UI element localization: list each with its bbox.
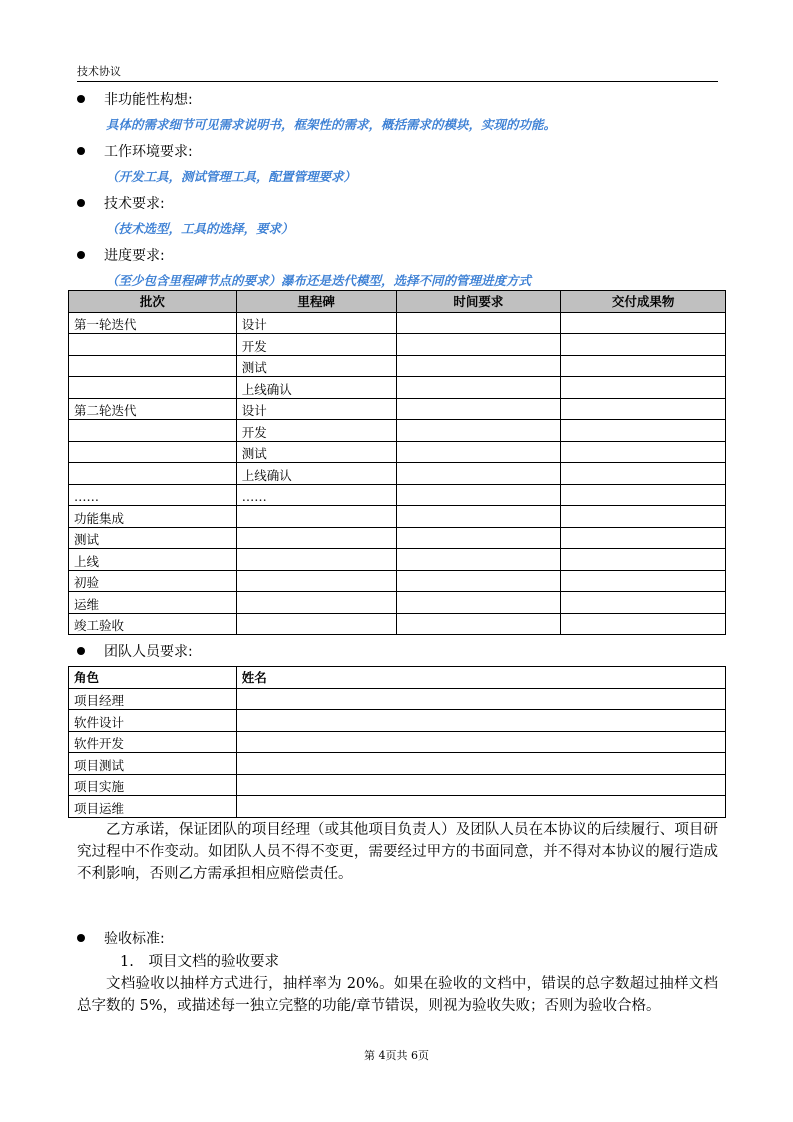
- acceptance-item-title: [120, 951, 680, 973]
- table-cell: [561, 312, 726, 334]
- table-cell: [396, 334, 561, 356]
- table-cell: [561, 549, 726, 571]
- page-header: [77, 65, 718, 82]
- table-row: [69, 570, 726, 592]
- table-cell: [561, 484, 726, 506]
- table-cell: 软件设计: [69, 710, 237, 732]
- section-label: 进度要求:: [104, 248, 165, 264]
- table-cell: [236, 613, 396, 635]
- table-cell: [561, 613, 726, 635]
- table-header-row: [69, 291, 726, 313]
- table-cell: 测试: [69, 527, 237, 549]
- table-row: [69, 334, 726, 356]
- schedule-table: [68, 290, 726, 635]
- section-nonfunctional: [77, 89, 193, 109]
- table-cell: [236, 506, 396, 528]
- table-cell: 项目经理: [69, 688, 237, 710]
- table-cell: ……: [236, 484, 396, 506]
- team-table: [68, 666, 726, 818]
- table-cell: [236, 731, 725, 753]
- table-cell: [396, 549, 561, 571]
- table-row: [69, 506, 726, 528]
- table-cell: 竣工验收: [69, 613, 237, 635]
- table-cell: 运维: [69, 592, 237, 614]
- table-row: [69, 688, 726, 710]
- commitment-paragraph: 乙方承诺，保证团队的项目经理（或其他项目负责人）及团队人员在本协议的后续履行、项目研究过程中不作变动。如团队人员不得不变更，需要经过甲方的书面同意，并不得对本协议的履行造成不利影响，否则乙方需承担相应赔偿责任。: [77, 822, 718, 882]
- table-cell: [396, 592, 561, 614]
- table-row: [69, 731, 726, 753]
- table-cell: [236, 753, 725, 775]
- section-schedule: [77, 245, 165, 265]
- bullet-icon: [77, 251, 85, 259]
- section-note: （技术选型，工具的选择，要求）: [106, 221, 294, 236]
- table-cell: 项目测试: [69, 753, 237, 775]
- table-cell: [396, 355, 561, 377]
- table-cell: 测试: [236, 355, 396, 377]
- table-cell: 上线确认: [236, 377, 396, 399]
- table-cell: [69, 355, 237, 377]
- table-cell: [236, 710, 725, 732]
- section-acceptance: [77, 928, 165, 948]
- table-cell: [236, 688, 725, 710]
- table-cell: 软件开发: [69, 731, 237, 753]
- table-cell: [236, 592, 396, 614]
- table-cell: [69, 377, 237, 399]
- table-row: [69, 463, 726, 485]
- table-cell: [236, 570, 396, 592]
- table-row: [69, 592, 726, 614]
- table-cell: [561, 463, 726, 485]
- table-cell: [396, 527, 561, 549]
- table-row: [69, 796, 726, 818]
- section-label: 技术要求:: [104, 196, 165, 212]
- table-cell: [236, 527, 396, 549]
- section-technical: [77, 193, 165, 213]
- bullet-icon: [77, 647, 85, 655]
- item-number: 1.: [120, 954, 134, 970]
- table-cell: 上线: [69, 549, 237, 571]
- table-cell: 第二轮迭代: [69, 398, 237, 420]
- table-cell: [396, 463, 561, 485]
- table-cell: [561, 398, 726, 420]
- table-row: [69, 710, 726, 732]
- section-label: 验收标准:: [104, 931, 165, 947]
- table-row: [69, 398, 726, 420]
- table-row: [69, 753, 726, 775]
- section-note: （至少包含里程碑节点的要求）瀑布还是迭代模型，选择不同的管理进度方式: [106, 273, 532, 288]
- table-cell: [561, 592, 726, 614]
- table-cell: [236, 796, 725, 818]
- table-cell: [561, 377, 726, 399]
- bullet-icon: [77, 934, 85, 942]
- table-cell: 初验: [69, 570, 237, 592]
- item-title: 项目文档的验收要求: [148, 954, 279, 970]
- column-header: 交付成果物: [561, 291, 726, 313]
- table-cell: [396, 312, 561, 334]
- table-cell: 功能集成: [69, 506, 237, 528]
- acceptance-item-body: 文档验收以抽样方式进行，抽样率为 20%。如果在验收的文档中，错误的总字数超过抽样文档总字数的 5%，或描述每一独立完整的功能/章节错误，则视为验收失败；否则为验收合格。: [77, 976, 718, 1014]
- table-cell: 上线确认: [236, 463, 396, 485]
- section-label: 团队人员要求:: [104, 644, 193, 660]
- table-cell: [396, 613, 561, 635]
- bullet-icon: [77, 199, 85, 207]
- table-cell: [69, 420, 237, 442]
- table-cell: 开发: [236, 420, 396, 442]
- table-cell: 开发: [236, 334, 396, 356]
- section-label: 工作环境要求:: [104, 144, 193, 160]
- table-row: [69, 377, 726, 399]
- table-cell: [69, 463, 237, 485]
- table-cell: 项目运维: [69, 796, 237, 818]
- column-header: 姓名: [236, 667, 725, 689]
- table-row: [69, 355, 726, 377]
- column-header: 里程碑: [236, 291, 396, 313]
- table-row: [69, 613, 726, 635]
- table-cell: [561, 355, 726, 377]
- table-cell: [561, 527, 726, 549]
- table-cell: [396, 398, 561, 420]
- table-cell: [561, 420, 726, 442]
- header-title: 技术协议: [77, 65, 121, 78]
- table-cell: 项目实施: [69, 774, 237, 796]
- table-cell: ……: [69, 484, 237, 506]
- page-footer: 第 4页共 6页: [364, 1049, 429, 1062]
- section-note: 具体的需求细节可见需求说明书，框架性的需求，概括需求的模块，实现的功能。: [106, 117, 557, 132]
- table-cell: [396, 377, 561, 399]
- column-header: 批次: [69, 291, 237, 313]
- table-cell: [236, 774, 725, 796]
- table-cell: 设计: [236, 312, 396, 334]
- section-environment: [77, 141, 193, 161]
- table-cell: [69, 441, 237, 463]
- bullet-icon: [77, 147, 85, 155]
- table-cell: [396, 441, 561, 463]
- table-cell: [561, 506, 726, 528]
- table-cell: 设计: [236, 398, 396, 420]
- table-row: [69, 484, 726, 506]
- table-cell: [396, 506, 561, 528]
- table-cell: [396, 420, 561, 442]
- table-row: [69, 774, 726, 796]
- column-header: 时间要求: [396, 291, 561, 313]
- table-header-row: [69, 667, 726, 689]
- table-cell: [561, 441, 726, 463]
- section-note: （开发工具，测试管理工具，配置管理要求）: [106, 169, 357, 184]
- table-cell: [561, 570, 726, 592]
- table-cell: [396, 570, 561, 592]
- table-cell: [396, 484, 561, 506]
- table-cell: [561, 334, 726, 356]
- section-label: 非功能性构想:: [104, 92, 193, 108]
- table-cell: [69, 334, 237, 356]
- table-row: [69, 549, 726, 571]
- table-cell: 测试: [236, 441, 396, 463]
- bullet-icon: [77, 95, 85, 103]
- table-row: [69, 420, 726, 442]
- section-team: [77, 641, 193, 661]
- table-row: [69, 527, 726, 549]
- table-row: [69, 441, 726, 463]
- column-header: 角色: [69, 667, 237, 689]
- table-row: [69, 312, 726, 334]
- table-cell: [236, 549, 396, 571]
- table-cell: 第一轮迭代: [69, 312, 237, 334]
